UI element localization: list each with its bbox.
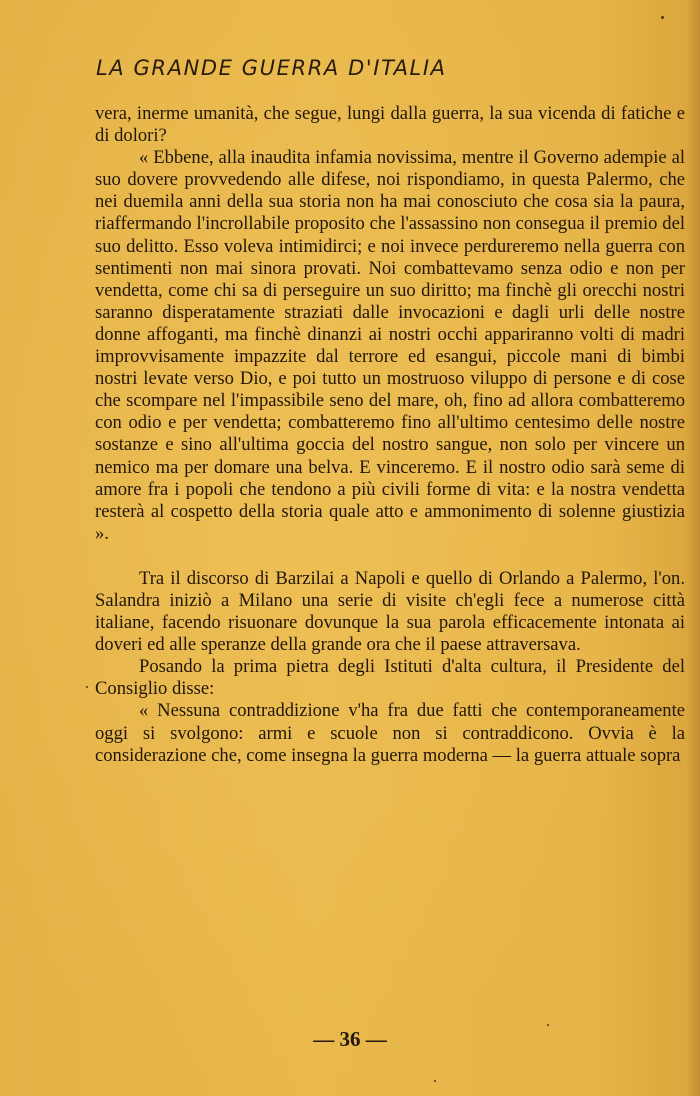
running-title: LA GRANDE GUERRA D'ITALIA [96, 56, 447, 80]
section-break [95, 545, 685, 568]
paper-speck [547, 1024, 549, 1026]
page-edge-shadow [686, 0, 700, 1096]
paragraph-continued: vera, inerme umanità, che segue, lungi dalla guerra, la sua vicenda di fatiche e di dolori? [95, 103, 685, 147]
paper-speck [661, 16, 664, 19]
page-number: — 36 — [313, 1027, 387, 1051]
paper-speck [86, 686, 88, 688]
paragraph-quote-orlando: « Ebbene, alla inaudita infamia novissima, mentre il Governo adempie al suo dovere provvedendo alle difese, noi rispondiamo, in questa Palermo, che nei duemila anni della sua storia non ha mai conosciuto che cosa sia la paura, riaffermando l'incrollabile proposito che l'assassino non consegua il premio del suo delitto. Esso voleva intimidirci; e noi invece perdureremo nella guerra con sentimenti non mai sinora provati. Noi combattevamo senza odio e non per vendetta, come chi sa di perseguire un suo diritto; ma finchè gli orecchi nostri saranno disperatamente straziati dalle invocazioni e dagli urli delle nostre donne affoganti, ma finchè dinanzi ai nostri occhi appariranno volti di madri improvvisamente impazzite dal terrore ed esangui, piccole mani di bimbi nostri levate verso Dio, e poi tutto un mostruoso viluppo di persone e di cose che scompare nel l'impassibile seno del mare, oh, fino ad allora combatteremo con odio e per vendetta; combatteremo fino all'ultimo centesimo delle nostre sostanze e sino all'ultima goccia del nostro sangue, non solo per vincere un nemico ma per domare una belva. E vinceremo. E il nostro odio sarà seme di amore fra i popoli che tendono a più civili forme di vita: e la nostra vendetta resterà al cospetto della storia quale atto e ammonimento di solenne giustizia ». [95, 147, 685, 544]
paper-speck [434, 1080, 436, 1082]
paragraph-istituti: Posando la prima pietra degli Istituti d'alta cultura, il Presidente del Consiglio disse: [95, 656, 685, 700]
body-text [95, 103, 685, 767]
paragraph-quote-salandra: « Nessuna contraddizione v'ha fra due fatti che contemporaneamente oggi si svolgono: armi e scuole non si contraddicono. Ovvia è la considerazione che, come insegna la guerra moderna — la guerra attuale sopra [95, 700, 685, 766]
paragraph-salandra-visits: Tra il discorso di Barzilai a Napoli e quello di Orlando a Palermo, l'on. Salandra iniziò a Milano una serie di visite ch'egli fece a numerose città italiane, facendo risuonare dovunque la sua parola efficacemente intonata ai doveri ed alle speranze della grande ora che il paese attraversava. [95, 567, 685, 656]
